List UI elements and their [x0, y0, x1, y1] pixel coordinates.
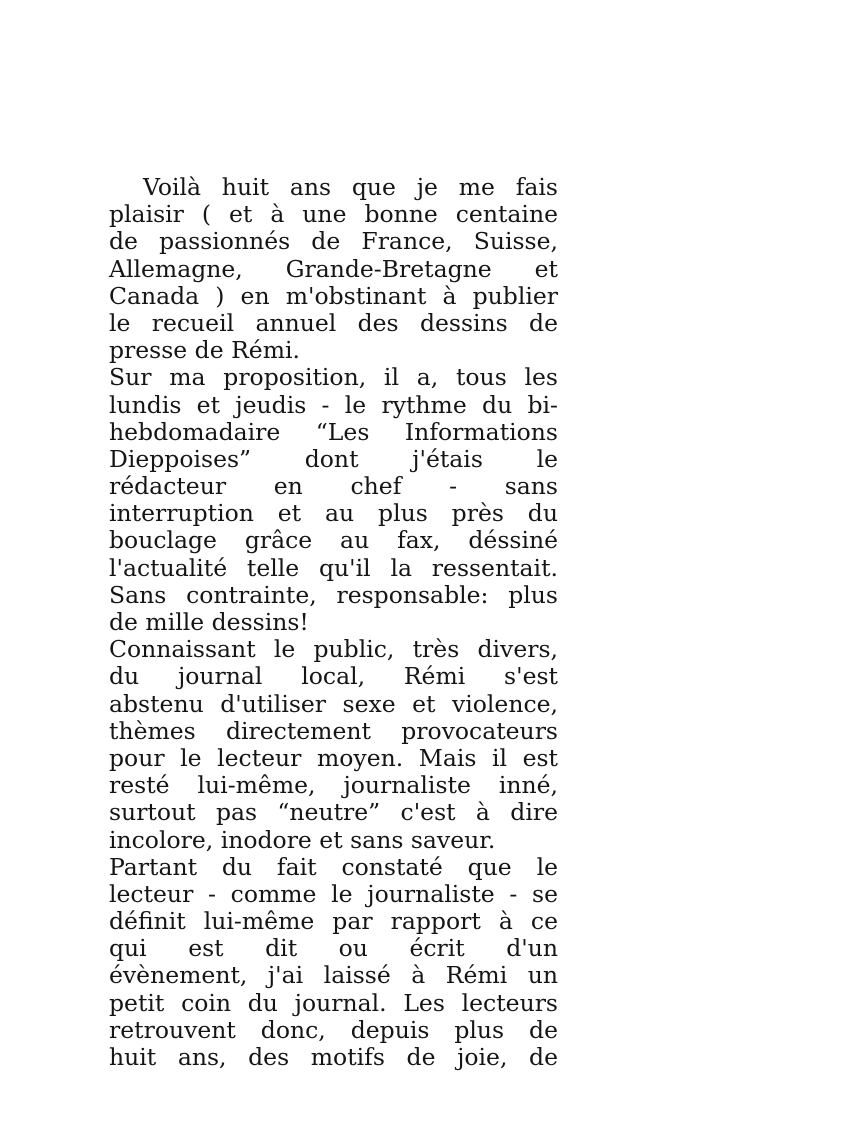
text-line: Canada ) en m'obstinant à publier [109, 281, 558, 310]
text-line: lundis et jeudis - le rythme du bi- [109, 390, 558, 419]
text-line: qui est dit ou écrit d'un [109, 934, 558, 963]
text-line: presse de Rémi. [109, 336, 300, 365]
text-line: de passionnés de France, Suisse, [109, 227, 558, 256]
text-line: bouclage grâce au fax, déssiné [109, 526, 558, 555]
text-line: interruption et au plus près du [109, 499, 558, 528]
text-line: resté lui-même, journaliste inné, [109, 771, 558, 800]
text-line: du journal local, Rémi s'est [109, 662, 558, 691]
text-line: Voilà huit ans que je me fais [143, 173, 558, 201]
text-line: rédacteur en chef - sans [109, 472, 558, 501]
text-line: le recueil annuel des dessins de [109, 308, 558, 337]
text-line: hebdomadaire “Les Informations [109, 417, 558, 446]
text-line: retrouvent donc, depuis plus de [109, 1015, 558, 1044]
article-text [109, 174, 558, 1071]
text-line: abstenu d'utiliser sexe et violence, [109, 689, 558, 718]
text-line: lecteur - comme le journaliste - se [109, 879, 558, 908]
text-line: surtout pas “neutre” c'est à dire [109, 798, 558, 827]
text-line: huit ans, des motifs de joie, de [109, 1043, 558, 1071]
text-line: pour le lecteur moyen. Mais il est [109, 743, 558, 772]
text-line: plaisir ( et à une bonne centaine [109, 200, 558, 229]
text-line: Sans contrainte, responsable: plus [109, 580, 558, 609]
text-line: définit lui-même par rapport à ce [109, 907, 558, 936]
text-line: incolore, inodore et sans saveur. [109, 825, 496, 854]
text-line: Sur ma proposition, il a, tous les [109, 363, 558, 392]
text-line: Connaissant le public, très divers, [109, 635, 558, 664]
text-line: Dieppoises” dont j'étais le [109, 444, 558, 473]
text-line: thèmes directement provocateurs [109, 716, 558, 745]
text-line: évènement, j'ai laissé à Rémi un [109, 961, 558, 990]
text-line: l'actualité telle qu'il la ressentait. [109, 553, 558, 582]
text-line: petit coin du journal. Les lecteurs [109, 988, 558, 1017]
text-line: de mille dessins! [109, 608, 309, 636]
text-line: Partant du fait constaté que le [109, 852, 558, 881]
text-line: Allemagne, Grande-Bretagne et [109, 254, 558, 283]
